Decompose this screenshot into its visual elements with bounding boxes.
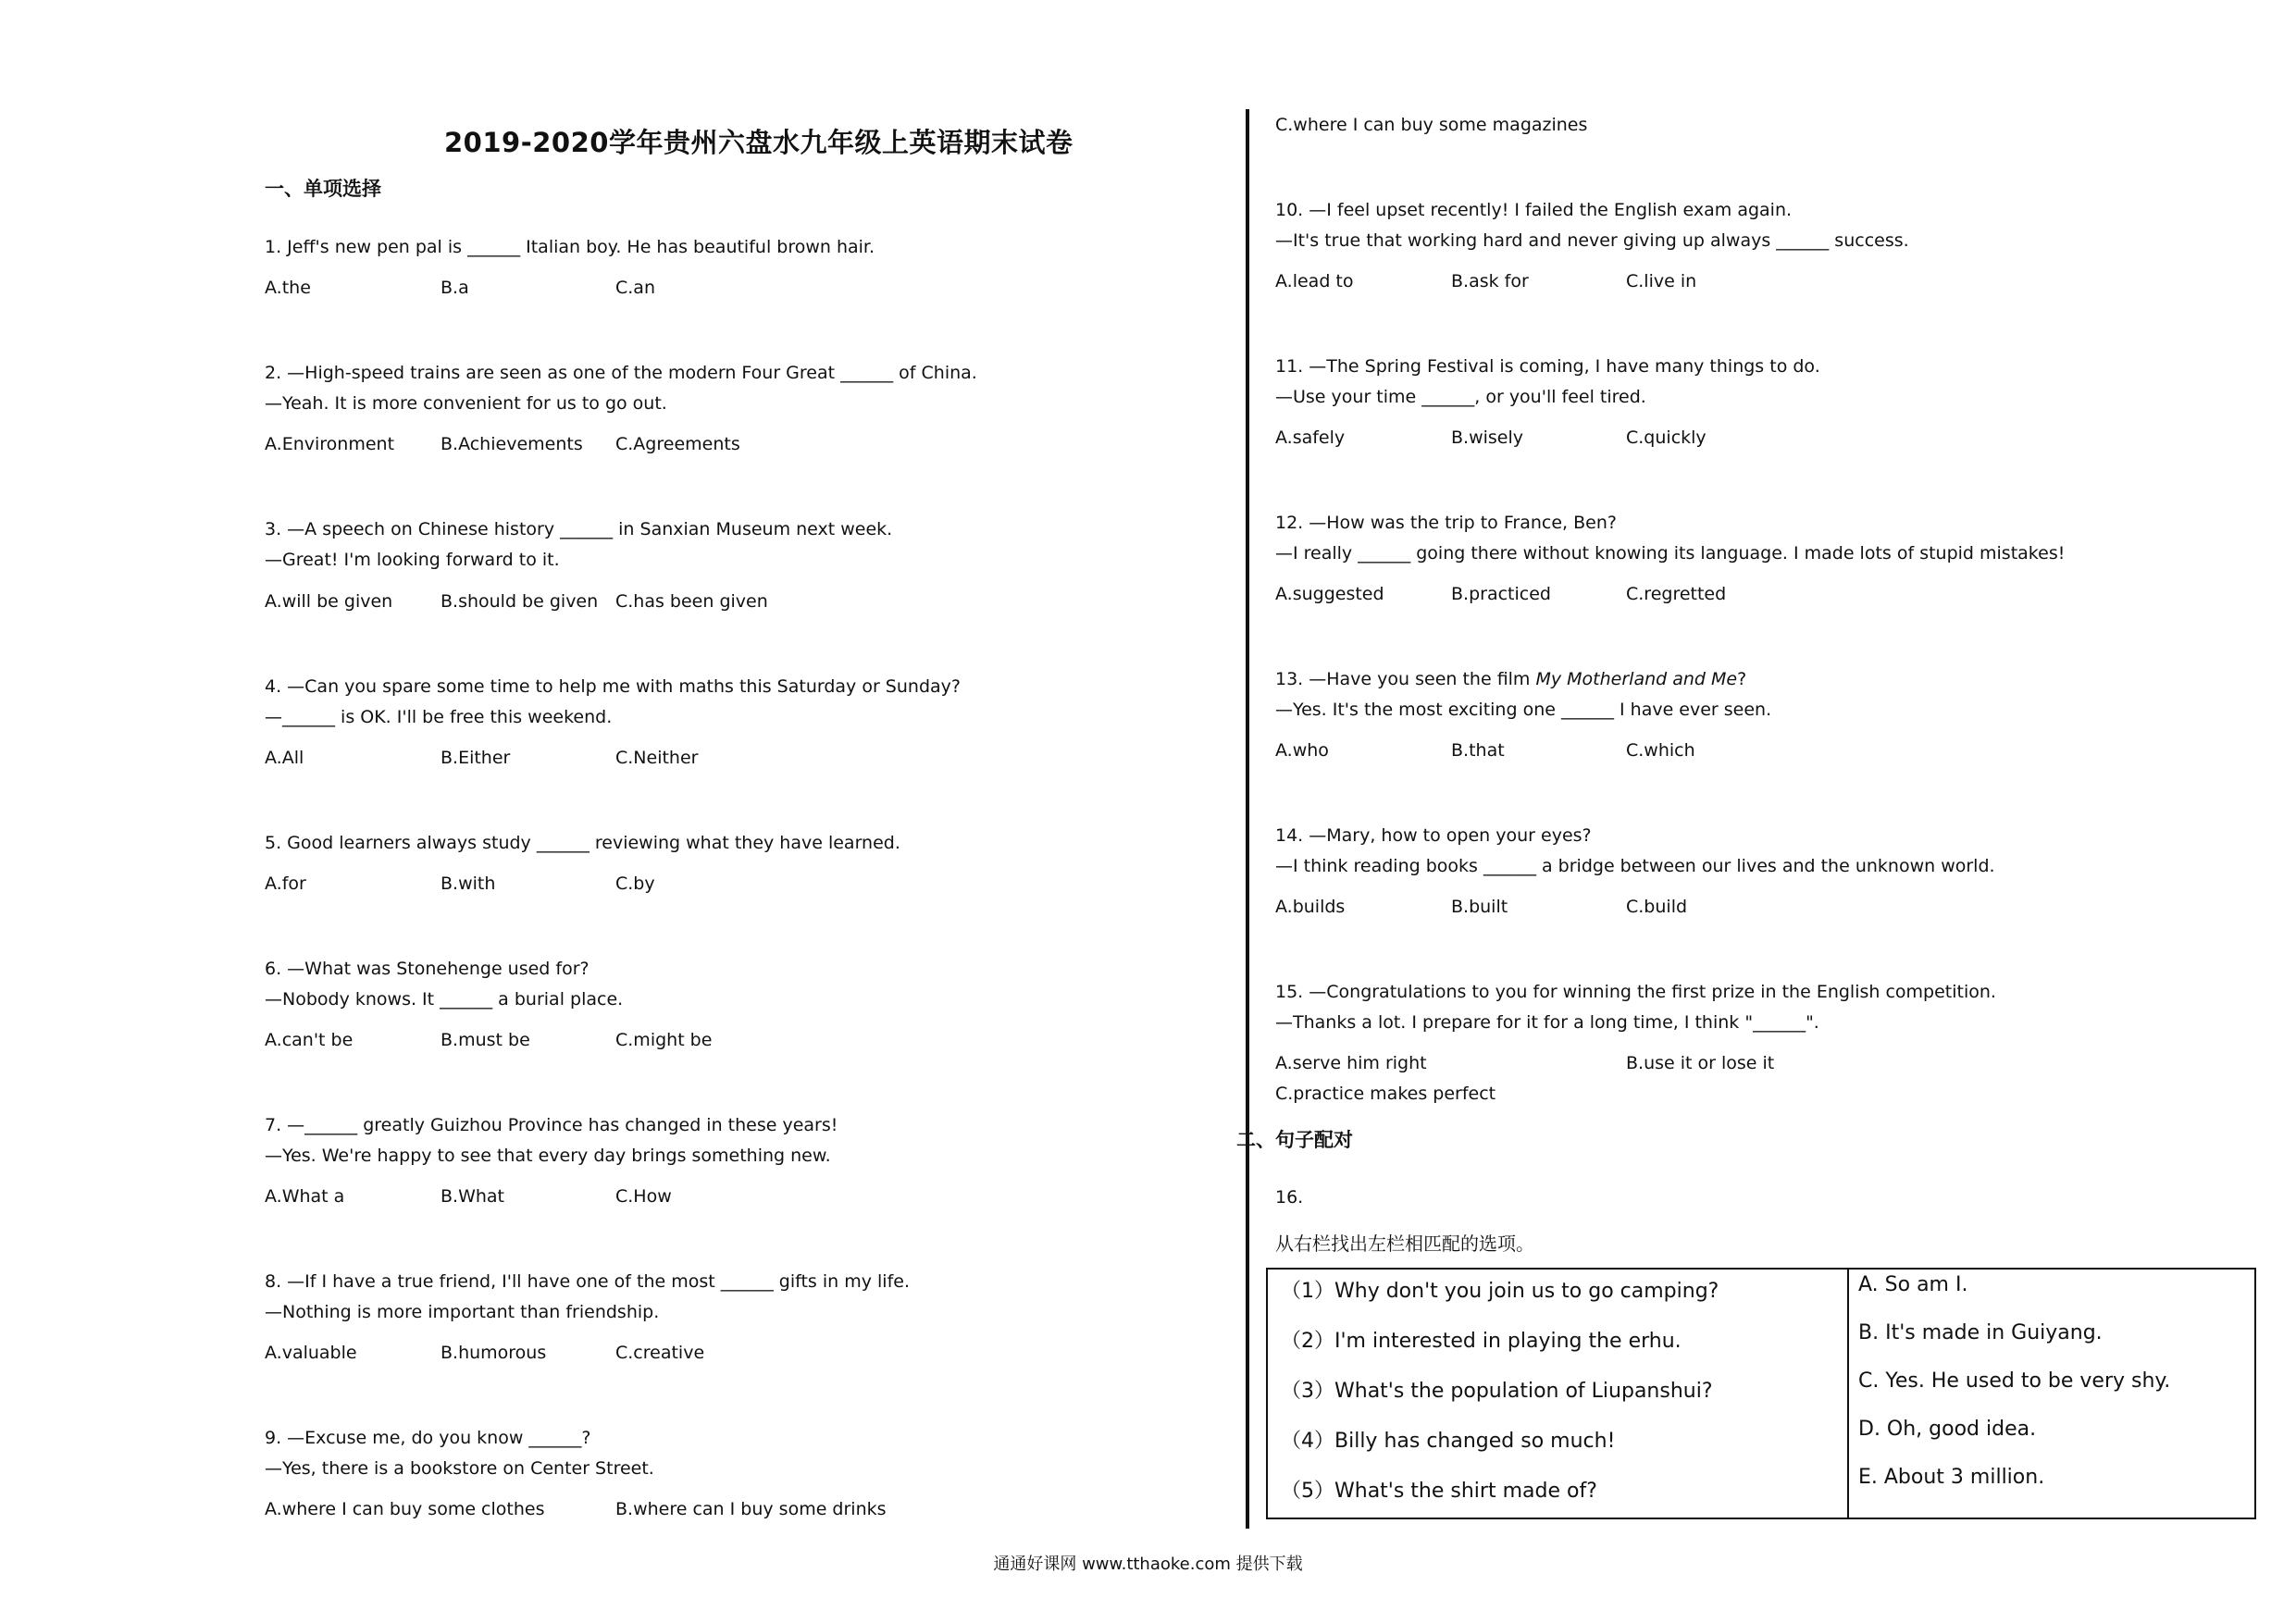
- question-14-option-a: A.builds: [1275, 897, 1346, 917]
- question-2-line-2: —Yeah. It is more convenient for us to go out.: [265, 393, 667, 414]
- question-2-option-c: C.Agreements: [615, 434, 740, 454]
- question-2-option-b: B.Achievements: [441, 434, 583, 454]
- question-3-option-b: B.should be given: [441, 591, 599, 612]
- question-1-option-a: A.the: [265, 278, 311, 298]
- matching-right-item: A. So am I.: [1858, 1273, 1968, 1296]
- question-10-option-c: C.live in: [1626, 271, 1697, 291]
- question-4-option-a: A.All: [265, 748, 304, 768]
- question-8-option-a: A.valuable: [265, 1343, 357, 1363]
- question-13-suffix: ?: [1737, 669, 1747, 689]
- question-5-option-a: A.for: [265, 873, 306, 894]
- matching-left-item: （1）Why don't you join us to go camping?: [1281, 1280, 1719, 1303]
- question-3-line-2: —Great! I'm looking forward to it.: [265, 550, 560, 570]
- question-1-option-b: B.a: [441, 278, 469, 298]
- question-13-line-2: —Yes. It's the most exciting one ______ I have ever seen.: [1275, 700, 1772, 720]
- question-14-option-c: C.build: [1626, 897, 1688, 917]
- matching-left-item: （5）What's the shirt made of?: [1281, 1480, 1597, 1503]
- question-14-line-2: —I think reading books ______ a bridge between our lives and the unknown world.: [1275, 856, 1995, 876]
- matching-table-divider: [1847, 1270, 1849, 1518]
- question-4-line-1: 4. —Can you spare some time to help me with maths this Saturday or Sunday?: [265, 676, 961, 697]
- question-11-option-c: C.quickly: [1626, 427, 1706, 448]
- question-15-line-1: 15. —Congratulations to you for winning the first prize in the English competition.: [1275, 982, 1996, 1002]
- section-heading-sentence-matching: 二、句子配对: [1236, 1129, 1353, 1151]
- question-8-line-2: —Nothing is more important than friendship.: [265, 1302, 660, 1322]
- question-15-option-a: A.serve him right: [1275, 1053, 1427, 1073]
- question-7-line-1: 7. —______ greatly Guizhou Province has changed in these years!: [265, 1115, 838, 1135]
- matching-right-item: E. About 3 million.: [1858, 1466, 2045, 1489]
- question-4-option-c: C.Neither: [615, 748, 699, 768]
- question-5-line-1: 5. Good learners always study ______ reviewing what they have learned.: [265, 833, 900, 853]
- question-6-option-a: A.can't be: [265, 1030, 354, 1050]
- matching-left-item: （4）Billy has changed so much!: [1281, 1430, 1616, 1453]
- question-3-option-c: C.has been given: [615, 591, 768, 612]
- question-13-option-c: C.which: [1626, 740, 1695, 761]
- matching-right-item: B. It's made in Guiyang.: [1858, 1321, 2103, 1344]
- question-13-option-b: B.that: [1451, 740, 1505, 761]
- question-7-option-a: A.What a: [265, 1186, 345, 1207]
- question-9-line-2: —Yes, there is a bookstore on Center Street.: [265, 1458, 654, 1479]
- question-15-option-c: C.practice makes perfect: [1275, 1084, 1496, 1104]
- question-10-line-2: —It's true that working hard and never giving up always ______ success.: [1275, 230, 1909, 251]
- matching-right-item: C. Yes. He used to be very shy.: [1858, 1369, 2171, 1393]
- question-8-line-1: 8. —If I have a true friend, I'll have one of the most ______ gifts in my life.: [265, 1271, 910, 1292]
- matching-table: [1266, 1268, 2256, 1519]
- section-heading-single-choice: 一、单项选择: [265, 178, 381, 200]
- question-3-line-1: 3. —A speech on Chinese history ______ in Sanxian Museum next week.: [265, 519, 893, 539]
- question-8-option-c: C.creative: [615, 1343, 705, 1363]
- question-13-line-1: [1275, 669, 1746, 689]
- matching-left-item: （2）I'm interested in playing the erhu.: [1281, 1330, 1682, 1353]
- question-9-line-1: 9. —Excuse me, do you know ______?: [265, 1428, 591, 1448]
- question-10-option-b: B.ask for: [1451, 271, 1529, 291]
- question-1-line-1: 1. Jeff's new pen pal is ______ Italian boy. He has beautiful brown hair.: [265, 237, 875, 257]
- question-7-line-2: —Yes. We're happy to see that every day brings something new.: [265, 1146, 831, 1166]
- question-10-option-a: A.lead to: [1275, 271, 1354, 291]
- question-15-option-b: B.use it or lose it: [1626, 1053, 1775, 1073]
- question-11-line-1: 11. —The Spring Festival is coming, I have many things to do.: [1275, 356, 1820, 377]
- question-7-option-b: B.What: [441, 1186, 504, 1207]
- matching-left-item: （3）What's the population of Liupanshui?: [1281, 1380, 1713, 1403]
- question-5-option-b: B.with: [441, 873, 496, 894]
- question-8-option-b: B.humorous: [441, 1343, 547, 1363]
- column-divider: [1246, 109, 1249, 1529]
- question-4-line-2: —______ is OK. I'll be free this weekend.: [265, 707, 613, 727]
- question-9-option-a: A.where I can buy some clothes: [265, 1499, 545, 1519]
- question-16-number: 16.: [1275, 1187, 1304, 1208]
- question-6-line-1: 6. —What was Stonehenge used for?: [265, 959, 590, 979]
- question-12-option-a: A.suggested: [1275, 584, 1384, 604]
- question-12-line-2: —I really ______ going there without knowing its language. I made lots of stupid mistakes!: [1275, 543, 2066, 564]
- question-11-option-b: B.wisely: [1451, 427, 1524, 448]
- question-9-option-b: B.where can I buy some drinks: [615, 1499, 887, 1519]
- matching-right-item: D. Oh, good idea.: [1858, 1418, 2037, 1441]
- question-16-instruction: 从右栏找出左栏相匹配的选项。: [1275, 1233, 1534, 1255]
- question-6-option-c: C.might be: [615, 1030, 713, 1050]
- question-13-option-a: A.who: [1275, 740, 1329, 761]
- question-10-line-1: 10. —I feel upset recently! I failed the English exam again.: [1275, 200, 1793, 220]
- question-9-option-c: C.where I can buy some magazines: [1275, 115, 1588, 135]
- question-13-film-title: My Motherland and Me: [1535, 669, 1738, 689]
- question-12-option-b: B.practiced: [1451, 584, 1551, 604]
- question-1-option-c: C.an: [615, 278, 655, 298]
- question-12-option-c: C.regretted: [1626, 584, 1727, 604]
- question-11-line-2: —Use your time ______, or you'll feel tired.: [1275, 387, 1646, 407]
- question-3-option-a: A.will be given: [265, 591, 393, 612]
- page-title: 2019-2020学年贵州六盘水九年级上英语期末试卷: [444, 127, 1074, 158]
- question-14-option-b: B.built: [1451, 897, 1508, 917]
- question-2-option-a: A.Environment: [265, 434, 395, 454]
- question-6-line-2: —Nobody knows. It ______ a burial place.: [265, 989, 624, 1010]
- question-13-prefix: 13. —Have you seen the film: [1275, 669, 1536, 689]
- question-4-option-b: B.Either: [441, 748, 511, 768]
- question-5-option-c: C.by: [615, 873, 655, 894]
- question-14-line-1: 14. —Mary, how to open your eyes?: [1275, 825, 1592, 846]
- question-12-line-1: 12. —How was the trip to France, Ben?: [1275, 513, 1617, 533]
- question-7-option-c: C.How: [615, 1186, 672, 1207]
- question-15-line-2: —Thanks a lot. I prepare for it for a long time, I think "______".: [1275, 1012, 1819, 1033]
- question-6-option-b: B.must be: [441, 1030, 530, 1050]
- page-footer: 通通好课网 www.tthaoke.com 提供下载: [993, 1555, 1303, 1574]
- question-11-option-a: A.safely: [1275, 427, 1346, 448]
- question-2-line-1: 2. —High-speed trains are seen as one of the modern Four Great ______ of China.: [265, 363, 977, 383]
